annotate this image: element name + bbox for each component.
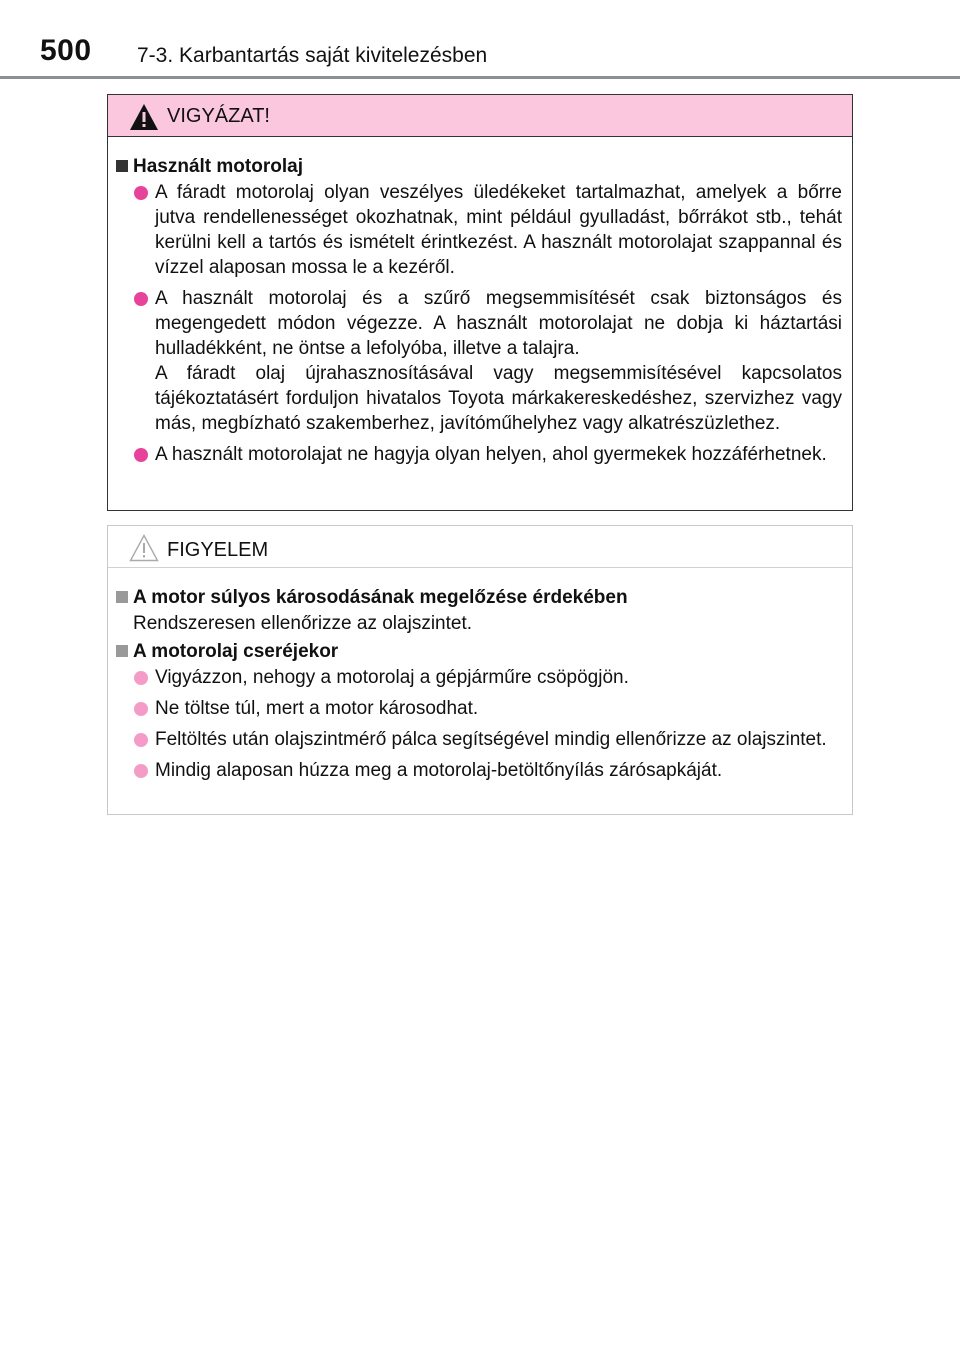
section-title: 7-3. Karbantartás saját kivitelezésben	[137, 44, 488, 67]
list-item-text: A használt motorolajat ne hagyja olyan helyen, ahol gyermekek hozzáférhetnek.	[155, 444, 827, 465]
notice-heading-1-text: A motor súlyos károsodásának megelőzése érdekében	[133, 587, 628, 608]
circle-bullet-icon	[134, 733, 148, 747]
circle-bullet-icon	[134, 671, 148, 685]
notice-body	[108, 568, 852, 783]
notice-header	[108, 526, 852, 568]
page-header	[0, 0, 960, 78]
list-item-text: Feltöltés után olajszintmérő pálca segítségével mindig ellenőrizze az olajszintet.	[155, 729, 827, 750]
notice-heading-2-text: A motorolaj cseréjekor	[133, 641, 339, 662]
warning-box	[107, 94, 853, 511]
square-bullet-icon	[116, 160, 128, 172]
circle-bullet-icon	[134, 186, 148, 200]
warning-heading	[116, 154, 842, 179]
circle-bullet-icon	[134, 448, 148, 462]
circle-bullet-icon	[134, 702, 148, 716]
circle-bullet-icon	[134, 292, 148, 306]
page-number: 500	[40, 34, 92, 67]
list-item-text: Ne töltse túl, mert a motor károsodhat.	[155, 698, 479, 719]
list-item-text: A használt motorolaj és a szűrő megsemmisítését csak biztonságos és megengedett módon végezze. A használt motorolajat ne dobja ki háztartási hulladékként, ne öntse a lefolyóba, illetve a talajra. A fáradt olaj újrahasznosításával vagy megsemmisítésével kapcsolatos tájékoztatásért forduljon hivatalos Toyota márkakereskedéshez, szervizhez vagy más, megbízható szakemberhez, javítóműhelyhez vagy alkatrészüzlethez.	[155, 288, 842, 434]
square-bullet-icon	[116, 591, 128, 603]
list-item	[116, 696, 842, 721]
notice-title: FIGYELEM	[167, 539, 269, 561]
list-item	[116, 180, 842, 280]
notice-heading-1	[116, 585, 842, 610]
warning-title: VIGYÁZAT!	[167, 105, 270, 127]
list-item	[116, 286, 842, 436]
notice-box	[107, 525, 853, 815]
list-item-text: Vigyázzon, nehogy a motorolaj a gépjárműre csöpögjön.	[155, 667, 629, 688]
list-item	[116, 727, 842, 752]
warning-heading-text: Használt motorolaj	[133, 156, 303, 177]
notice-heading-2	[116, 639, 842, 664]
notice-text: Rendszeresen ellenőrizze az olajszintet.	[133, 613, 473, 634]
list-item	[116, 665, 842, 690]
square-bullet-icon	[116, 645, 128, 657]
list-item-text: A fáradt motorolaj olyan veszélyes üledékeket tartalmazhat, amelyek a bőrre jutva rendellenességet okozhatnak, mint például gyulladást, bőrrákot stb., tehát kerülni kell a tartós és ismételt érintkezést. A használt motorolajat szappannal és vízzel alaposan mossa le a kezéről.	[155, 182, 842, 278]
warning-body	[108, 137, 852, 467]
list-item-text: Mindig alaposan húzza meg a motorolaj-betöltőnyílás zárósapkáját.	[155, 760, 723, 781]
header-divider	[0, 76, 960, 79]
warning-header	[108, 95, 852, 137]
list-item	[116, 758, 842, 783]
circle-bullet-icon	[134, 764, 148, 778]
list-item	[116, 442, 842, 467]
warning-triangle-icon	[129, 103, 159, 131]
caution-triangle-icon	[129, 534, 159, 562]
